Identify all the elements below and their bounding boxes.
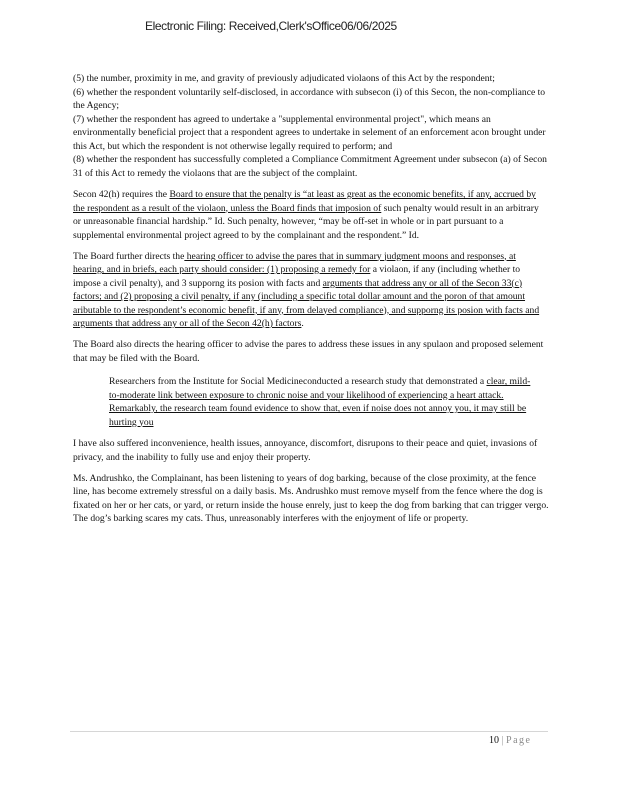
factor-item-5: (5) the number, proximity in me, and gravity of previously adjudicated violaons of this Act by the respondent; [73, 73, 495, 84]
page-label: Page [506, 735, 532, 746]
board-directs-middle: a violaon, if any (including whether to impose a civil penalty), and 3 supporng its posion with facts and [73, 264, 521, 289]
research-quote-text: Researchers from the Institute for Social Medicineconducted a research study that demonstrated a [109, 376, 487, 387]
board-directs-text: The Board further directs the [73, 250, 185, 262]
section-42h-underlined-text: Board to ensure that the penalty is “at least as great as the economic benefits, if any, accrued by the respondent as a result of the violaon, unless the Board finds that imposion of [73, 189, 536, 214]
page-number: 10 [489, 735, 499, 746]
andrushko-paragraph: Ms. Andrushko, the Complainant, has been listening to years of dog barking, because of the close proximity, at the fence line, has become extremely stressful on a daily basis. Ms. Andrushko must remove myself from the fence where the dog is fixated on her or her cats, or yard, or return inside the house enrely, just to keep the dog from barking that can trigger vergo. The dog’s barking scares my cats. Thus, unreasonably interferes with the enjoyment of life or property. [73, 472, 549, 524]
page-footer [489, 735, 531, 746]
factor-item-8: (8) whether the respondent has successfully completed a Compliance Commitment Agreement under subsecon (a) of Secon 31 of this Act to remedy the violaons that are the subject of the complaint. [73, 154, 547, 179]
document-body [73, 72, 549, 533]
electronic-filing-stamp: Electronic Filing: Received,Clerk'sOffice06/06/2025 [145, 19, 397, 33]
factor-item-7: (7) whether the respondent has agreed to undertake a "supplemental environmental project", which means an environmentally beneficial project that a respondent agrees to undertake in selement of an enforcement acon brought under this Act, but which the respondent is not otherwise legally required to perform; and [73, 113, 546, 152]
footer-separator: | [499, 735, 507, 746]
board-directs-paragraph [73, 250, 549, 331]
board-directs-end: . [301, 318, 304, 329]
section-42h-paragraph [73, 188, 549, 242]
section-42h-text: Secon 42(h) requires the [73, 189, 170, 200]
factor-item-6: (6) whether the respondent voluntarily self-disclosed, in accordance with subsecon (i) of this Secon, the non-compliance to the Agency; [73, 86, 546, 111]
board-also-paragraph: The Board also directs the hearing officer to advise the pares to address these issues in any spulaon and proposed selement that may be filed with the Board. [73, 339, 544, 364]
suffered-paragraph: I have also suffered inconvenience, health issues, annoyance, discomfort, disrupons to their peace and quiet, invasions of privacy, and the inability to fully use and enjoy their property. [73, 438, 538, 463]
board-directs-underlined-2: arguments that address any or all of the Secon 33(c) factors; and (2) proposing a civil penalty, if any (including a specific total dollar amount and the poron of that amount aributable to the respondent’s economic benefit, if any, from delayed compliance), and supporng its posion with facts and arguments that address any or all of the Secon 42(h) factors [73, 277, 540, 329]
research-quote-underlined: clear, mild-to-moderate link between exposure to chronic noise and your likelihood of experiencing a heart attack. Remarkably, the research team found evidence to show that, even if noise does not annoy you, it may still be hurting you [109, 376, 531, 428]
section-42h-text-end: such penalty would result in an arbitrary or unreasonable financial hardship.” Id. Such penalty, however, “may be off-set in whole or in part pursuant to a supplemental environmental project agreed to by the complainant and the respondent.” Id. [73, 202, 539, 241]
research-quote [109, 375, 533, 429]
board-directs-underlined-1: hearing officer to advise the pares that in summary judgment moons and responses, at hearing, and in briefs, each party should consider: (1) proposing a remedy for [73, 250, 516, 275]
footer-divider [70, 731, 548, 732]
